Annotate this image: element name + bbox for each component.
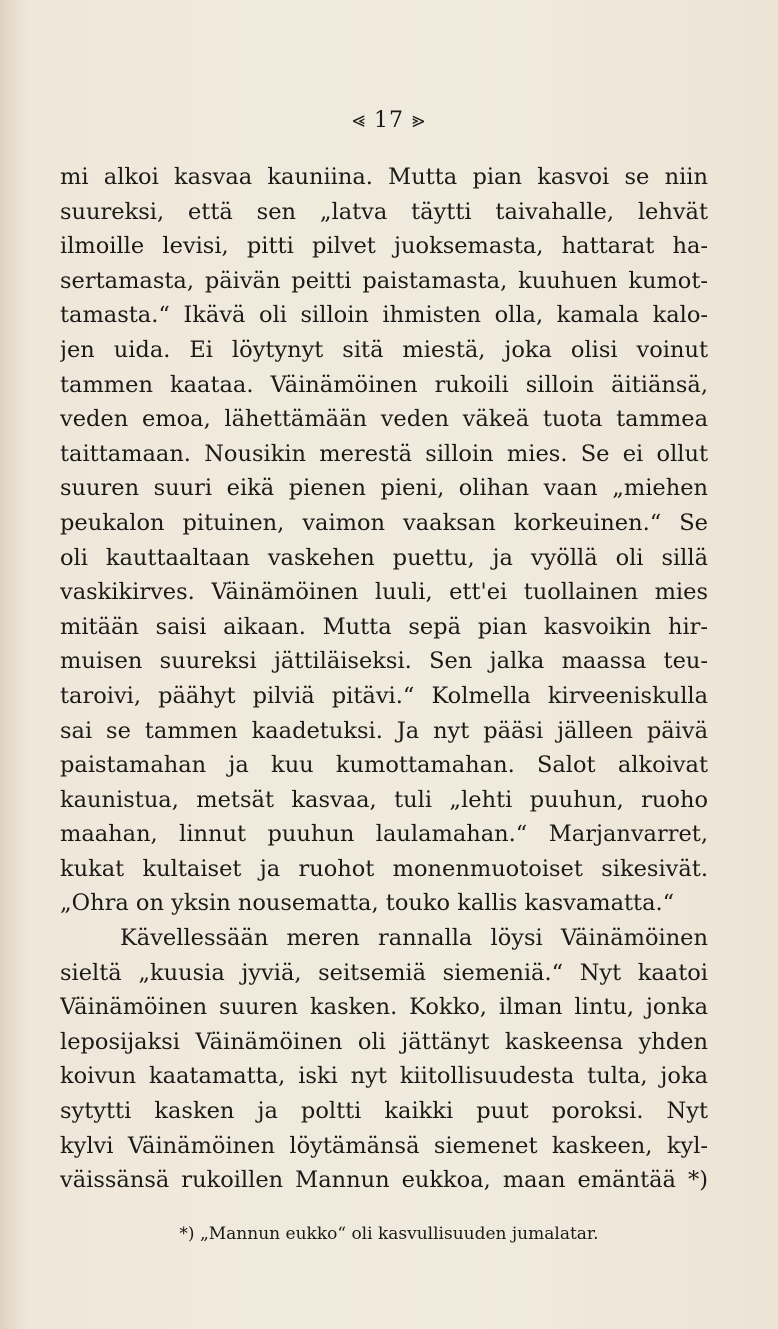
text-line: väissänsä rukoillen Mannun eukkoa, maan emäntää *) xyxy=(60,1167,708,1194)
text-line: ilmoille levisi, pitti pilvet juoksemasta, hattarat ha- xyxy=(60,233,708,260)
text-line: leposijaksi Väinämöinen oli jättänyt kaskeensa yhden xyxy=(60,1028,708,1055)
text-line: sytytti kasken ja poltti kaikki puut poroksi. Nyt xyxy=(60,1098,708,1125)
text-line: kylvi Väinämöinen löytämänsä siemenet kaskeen, kyl- xyxy=(60,1132,708,1159)
text-line: maahan, linnut puuhun laulamahan.“ Marjanvarret, xyxy=(60,821,708,848)
text-line: mitään saisi aikaan. Mutta sepä pian kasvoikin hir- xyxy=(60,613,708,640)
text-line: vaskikirves. Väinämöinen luuli, ett'ei tuollainen mies xyxy=(60,579,708,606)
text-line: oli kauttaaltaan vaskehen puettu, ja vyöllä oli sillä xyxy=(60,544,708,571)
text-line: taittamaan. Nousikin merestä silloin mies. Se ei ollut xyxy=(60,440,708,467)
text-line: peukalon pituinen, vaimon vaaksan korkeuinen.“ Se xyxy=(60,509,708,536)
text-line: suuren suuri eikä pienen pieni, olihan vaan „miehen xyxy=(60,475,708,502)
text-line: paistamahan ja kuu kumottamahan. Salot alkoivat xyxy=(60,752,708,779)
text-line: kukat kultaiset ja ruohot monenmuotoiset sikesivät. xyxy=(60,855,708,882)
text-line: muisen suureksi jättiläiseksi. Sen jalka maassa teu- xyxy=(60,648,708,675)
text-line: „Ohra on yksin nousematta, touko kallis kasvamatta.“ xyxy=(60,890,675,917)
text-line: sai se tammen kaadetuksi. Ja nyt pääsi jälleen päivä xyxy=(60,717,708,744)
page-number: ⪡ 17 ⪢ xyxy=(352,108,426,133)
text-line: koivun kaatamatta, iski nyt kiitollisuudesta tulta, joka xyxy=(60,1063,708,1090)
text-line: mi alkoi kasvaa kauniina. Mutta pian kasvoi se niin xyxy=(60,164,708,190)
text-line: sieltä „kuusia jyviä, seitsemiä siemeniä.“ Nyt kaatoi xyxy=(60,959,708,986)
text-line: Väinämöinen suuren kasken. Kokko, ilman lintu, jonka xyxy=(60,994,708,1021)
text-line: tamasta.“ Ikävä oli silloin ihmisten olla, kamala kalo- xyxy=(60,302,708,329)
footnote: *) „Mannun eukko“ oli kasvullisuuden jumalatar. xyxy=(179,1224,599,1244)
text-line: kaunistua, metsät kasvaa, tuli „lehti puuhun, ruoho xyxy=(60,786,708,813)
text-line: veden emoa, lähettämään veden väkeä tuota tammea xyxy=(60,406,708,433)
text-line: tammen kaataa. Väinämöinen rukoili silloin äitiänsä, xyxy=(60,371,708,398)
text-line: taroivi, päähyt pilviä pitävi.“ Kolmella kirveeniskulla xyxy=(60,682,708,709)
text-line: sertamasta, päivän peitti paistamasta, kuuhuen kumot- xyxy=(60,267,708,294)
text-line: jen uida. Ei löytynyt sitä miestä, joka olisi voinut xyxy=(60,336,708,363)
text-line: suureksi, että sen „latva täytti taivahalle, lehvät xyxy=(60,198,708,225)
text-line-paragraph-start: Kävellessään meren rannalla löysi Väinämöinen xyxy=(120,925,708,952)
body-text xyxy=(60,160,708,1198)
